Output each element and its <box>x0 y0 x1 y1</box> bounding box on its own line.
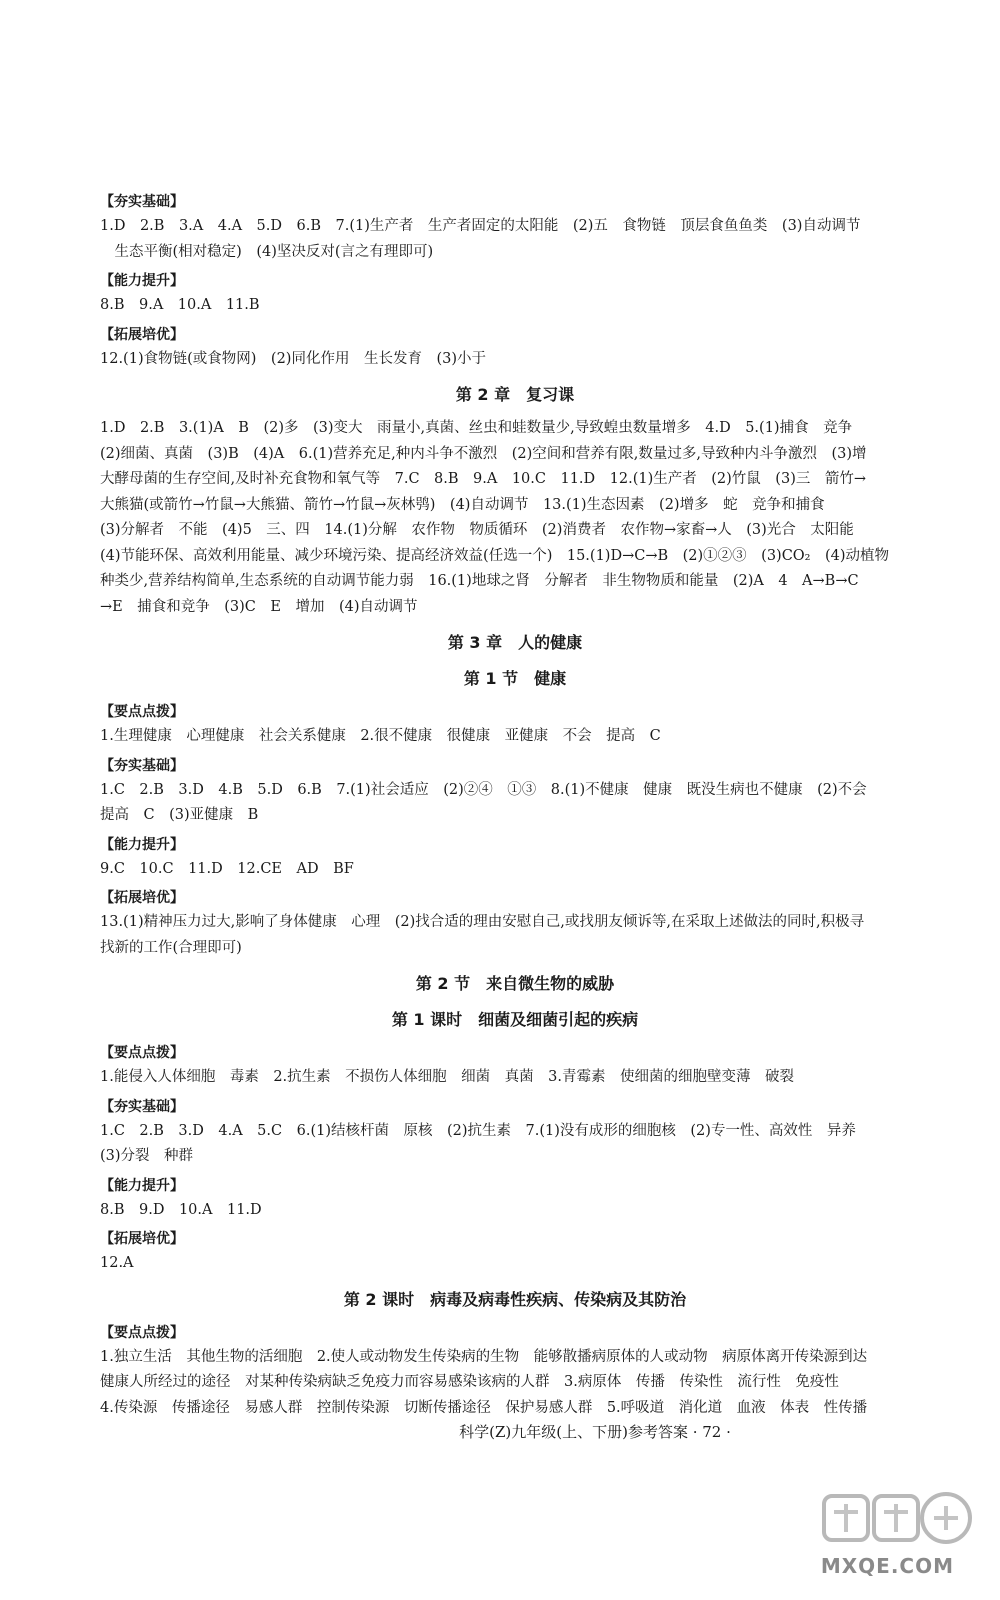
answer-block <box>100 778 930 829</box>
answer-line: 4.传染源 传播途径 易感人群 控制传染源 切断传播途径 保护易感人群 5.呼吸道 消化道 血液 体表 性传播 <box>100 1399 868 1416</box>
section-tag: 【拓展培优】 <box>100 1231 184 1247</box>
answer-line: 种类少,营养结构简单,生态系统的自动调节能力弱 16.(1)地球之肾 分解者 非生物物质和能量 (2)A 4 A→B→C <box>100 573 859 589</box>
section-heading: 第 1 课时 细菌及细菌引起的疾病 <box>391 1010 639 1029</box>
answer-line: (3)分裂 种群 <box>100 1148 194 1164</box>
answer-line: 12.(1)食物链(或食物网) (2)同化作用 生长发育 (3)小于 <box>100 350 486 367</box>
answer-block <box>100 724 930 750</box>
section-heading: 第 2 节 来自微生物的威胁 <box>415 974 615 993</box>
watermark-text: MXQE.COM <box>820 1554 954 1578</box>
answer-line: 8.B 9.D 10.A 11.D <box>100 1201 262 1218</box>
section-tag: 【夯实基础】 <box>100 1098 184 1115</box>
answer-line: 1.独立生活 其他生物的活细胞 2.使人或动物发生传染病的生物 能够散播病原体的人或动物 病原体离开传染源到达 <box>100 1348 868 1365</box>
section-tag: 【拓展培优】 <box>100 326 184 343</box>
answer-page <box>100 186 930 1421</box>
section-heading: 第 1 节 健康 <box>463 669 567 688</box>
answer-block <box>100 1251 930 1277</box>
footer-text: 科学(Z)九年级(上、下册)参考答案 · 72 · <box>459 1423 731 1441</box>
section-tag: 【夯实基础】 <box>100 194 184 210</box>
answer-line: 1.C 2.B 3.D 4.B 5.D 6.B 7.(1)社会适应 (2)②④ ①③ 8.(1)不健康 健康 既没生病也不健康 (2)不会 <box>100 781 867 798</box>
answer-line: 1.C 2.B 3.D 4.A 5.C 6.(1)结核杆菌 原核 (2)抗生素 7.(1)没有成形的细胞核 (2)专一性、高效性 异养 <box>100 1122 856 1139</box>
answer-block <box>100 1065 930 1091</box>
section-tag: 【能力提升】 <box>100 836 184 853</box>
answer-block <box>100 1119 930 1170</box>
answer-site-logo-icon <box>818 1488 978 1560</box>
section-tag: 【夯实基础】 <box>100 757 184 774</box>
answer-line: 13.(1)精神压力过大,影响了身体健康 心理 (2)找合适的理由安慰自己,或找朋友倾诉等,在采取上述做法的同时,积极寻 <box>100 914 865 930</box>
answer-line: (3)分解者 不能 (4)5 三、四 14.(1)分解 农作物 物质循环 (2)消费者 农作物→家畜→人 (3)光合 太阳能 <box>100 522 854 538</box>
section-heading: 第 3 章 人的健康 <box>447 633 583 652</box>
answer-block <box>100 293 930 319</box>
answer-block <box>100 416 930 620</box>
answer-line: (2)细菌、真菌 (3)B (4)A 6.(1)营养充足,种内斗争不激烈 (2)空间和营养有限,数量过多,导致种内斗争激烈 (3)增 <box>100 445 867 462</box>
answer-line: 9.C 10.C 11.D 12.CE AD BF <box>100 860 354 877</box>
section-tag: 【要点点拨】 <box>100 1045 184 1061</box>
section-heading: 第 2 章 复习课 <box>455 385 575 404</box>
answer-line: 健康人所经过的途径 对某种传染病缺乏免疫力而容易感染该病的人群 3.病原体 传播 传染性 流行性 免疫性 <box>100 1374 839 1390</box>
answer-block <box>100 1345 930 1422</box>
answer-block <box>100 347 930 373</box>
answer-line: →E 捕食和竞争 (3)C E 增加 (4)自动调节 <box>100 598 418 615</box>
section-tag: 【要点点拨】 <box>100 704 184 720</box>
page-footer <box>0 1421 1000 1442</box>
answer-block <box>100 1198 930 1224</box>
answer-block <box>100 214 930 265</box>
answer-line: 1.D 2.B 3.(1)A B (2)多 (3)变大 雨量小,真菌、丝虫和蛙数量少,导致蝗虫数量增多 4.D 5.(1)捕食 竞争 <box>100 420 853 436</box>
section-tag: 【能力提升】 <box>100 273 184 289</box>
section-tag: 【能力提升】 <box>100 1177 184 1194</box>
section-tag: 【拓展培优】 <box>100 890 184 906</box>
answer-line: 大酵母菌的生存空间,及时补充食物和氧气等 7.C 8.B 9.A 10.C 11.D 12.(1)生产者 (2)竹鼠 (3)三 箭竹→ <box>100 471 866 487</box>
answer-block <box>100 857 930 883</box>
watermark <box>818 1488 978 1588</box>
answer-line: 生态平衡(相对稳定) (4)坚决反对(言之有理即可) <box>100 243 434 260</box>
answer-line: 1.能侵入人体细胞 毒素 2.抗生素 不损伤人体细胞 细菌 真菌 3.青霉素 使细菌的细胞壁变薄 破裂 <box>100 1069 794 1085</box>
answer-line: 找新的工作(合理即可) <box>100 939 242 956</box>
answer-block <box>100 910 930 961</box>
answer-line: 12.A <box>100 1255 134 1271</box>
answer-line: 1.生理健康 心理健康 社会关系健康 2.很不健康 很健康 亚健康 不会 提高 C <box>100 728 661 744</box>
answer-line: 大熊猫(或箭竹→竹鼠→大熊猫、箭竹→竹鼠→灰林鸮) (4)自动调节 13.(1)生态因素 (2)增多 蛇 竞争和捕食 <box>100 496 825 513</box>
answer-line: 1.D 2.B 3.A 4.A 5.D 6.B 7.(1)生产者 生产者固定的太阳能 (2)五 食物链 顶层食鱼鱼类 (3)自动调节 <box>100 218 861 234</box>
answer-line: 提高 C (3)亚健康 B <box>100 807 259 823</box>
section-tag: 【要点点拨】 <box>100 1324 184 1341</box>
answer-line: (4)节能环保、高效利用能量、减少环境污染、提高经济效益(任选一个) 15.(1)D→C→B (2)①②③ (3)CO₂ (4)动植物 <box>100 547 890 564</box>
section-heading: 第 2 课时 病毒及病毒性疾病、传染病及其防治 <box>343 1289 687 1309</box>
answer-line: 8.B 9.A 10.A 11.B <box>100 297 260 313</box>
